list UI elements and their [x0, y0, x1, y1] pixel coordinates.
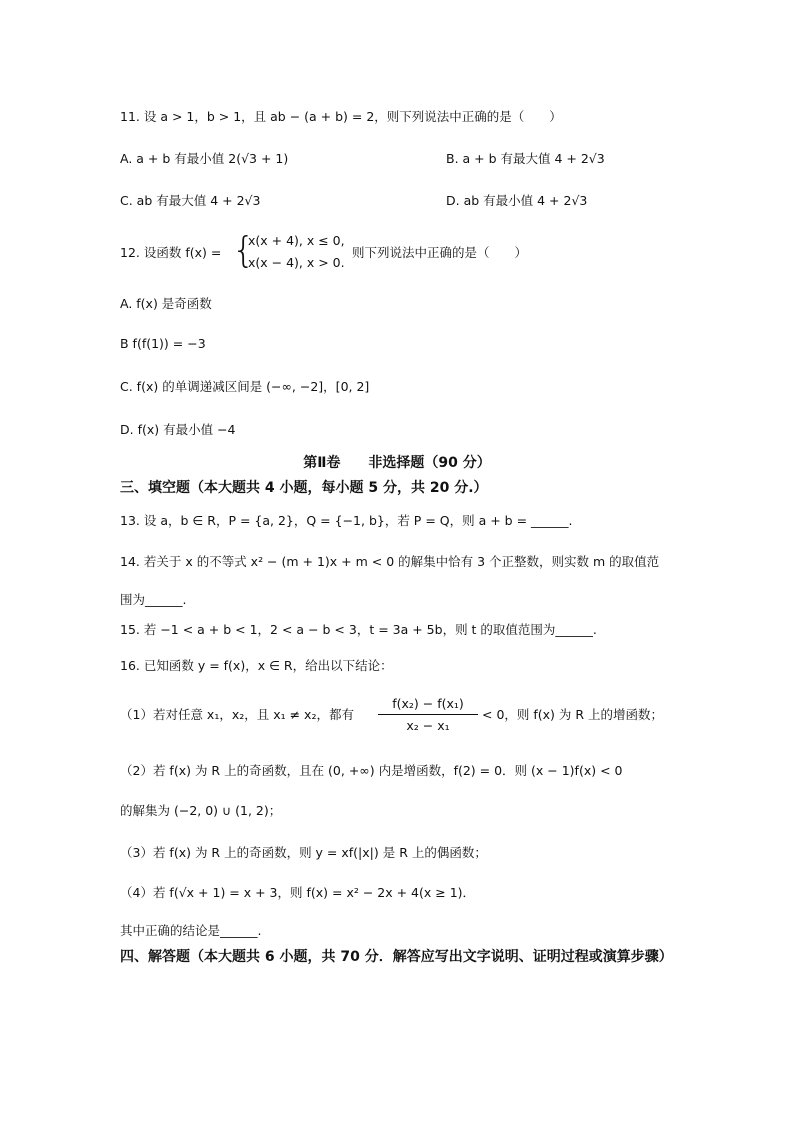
q16-stem: 16. 已知函数 y = f(x)，x ∈ R，给出以下结论：	[120, 658, 393, 673]
q16-conclusion: 其中正确的结论是______.	[120, 923, 262, 938]
q12-option-b: B f(f(1)) = −3	[120, 336, 206, 351]
q14-line1: 14. 若关于 x 的不等式 x² − (m + 1)x + m < 0 的解集中恰有 3 个正整数，则实数 m 的取值范	[120, 554, 660, 569]
q11-stem: 11. 设 a > 1，b > 1，且 ab − (a + b) = 2，则下列说法中正确的是（ ）	[120, 109, 562, 124]
q12-stem-suffix: 则下列说法中正确的是（ ）	[352, 245, 528, 260]
part3-title: 三、填空题（本大题共 4 小题，每小题 5 分，共 20 分.）	[120, 480, 488, 496]
q12-stem-prefix: 12. 设函数 f(x) =	[120, 245, 222, 260]
q12-case1: x(x + 4), x ≤ 0,	[248, 233, 345, 248]
q16-s1-denominator: x₂ − x₁	[406, 718, 450, 733]
q16-statement-3: （3）若 f(x) 为 R 上的奇函数，则 y = xf(|x|) 是 R 上的偶函数；	[120, 845, 487, 860]
q12-option-a: A. f(x) 是奇函数	[120, 296, 212, 311]
q11-option-b: B. a + b 有最大值 4 + 2√3	[446, 151, 605, 166]
q16-s1-prefix: （1）若对任意 x₁，x₂，且 x₁ ≠ x₂，都有	[120, 707, 354, 722]
q15: 15. 若 −1 < a + b < 1，2 < a − b < 3，t = 3a + 5b，则 t 的取值范围为______.	[120, 622, 597, 637]
q12-case2: x(x − 4), x > 0.	[248, 255, 345, 270]
q12-option-d: D. f(x) 有最小值 −4	[120, 422, 236, 437]
q16-statement-2-line2: 的解集为 (−2, 0) ∪ (1, 2)；	[120, 803, 282, 818]
q16-s1-suffix: < 0，则 f(x) 为 R 上的增函数；	[482, 707, 664, 722]
q11-option-c: C. ab 有最大值 4 + 2√3	[120, 193, 261, 208]
brace-icon: {	[232, 230, 255, 271]
q14-line2: 围为______.	[120, 592, 187, 607]
section-title: 第Ⅱ卷 非选择题（90 分）	[303, 455, 491, 471]
q13: 13. 设 a，b ∈ R，P = {a, 2}，Q = {−1, b}，若 P = Q，则 a + b = ______.	[120, 513, 573, 528]
q16-s1-numerator: f(x₂) − f(x₁)	[378, 694, 478, 715]
part4-title: 四、解答题（本大题共 6 小题，共 70 分．解答应写出文字说明、证明过程或演算步骤）	[120, 949, 673, 965]
q12-option-c: C. f(x) 的单调递减区间是 (−∞, −2]，[0, 2]	[120, 379, 370, 394]
q11-option-d: D. ab 有最小值 4 + 2√3	[446, 193, 588, 208]
q16-statement-4: （4）若 f(√x + 1) = x + 3，则 f(x) = x² − 2x + 4(x ≥ 1)．	[120, 885, 476, 900]
q16-statement-2-line1: （2）若 f(x) 为 R 上的奇函数，且在 (0, +∞) 内是增函数，f(2) = 0．则 (x − 1)f(x) < 0	[120, 763, 623, 778]
q11-option-a: A. a + b 有最小值 2(√3 + 1)	[120, 151, 289, 166]
